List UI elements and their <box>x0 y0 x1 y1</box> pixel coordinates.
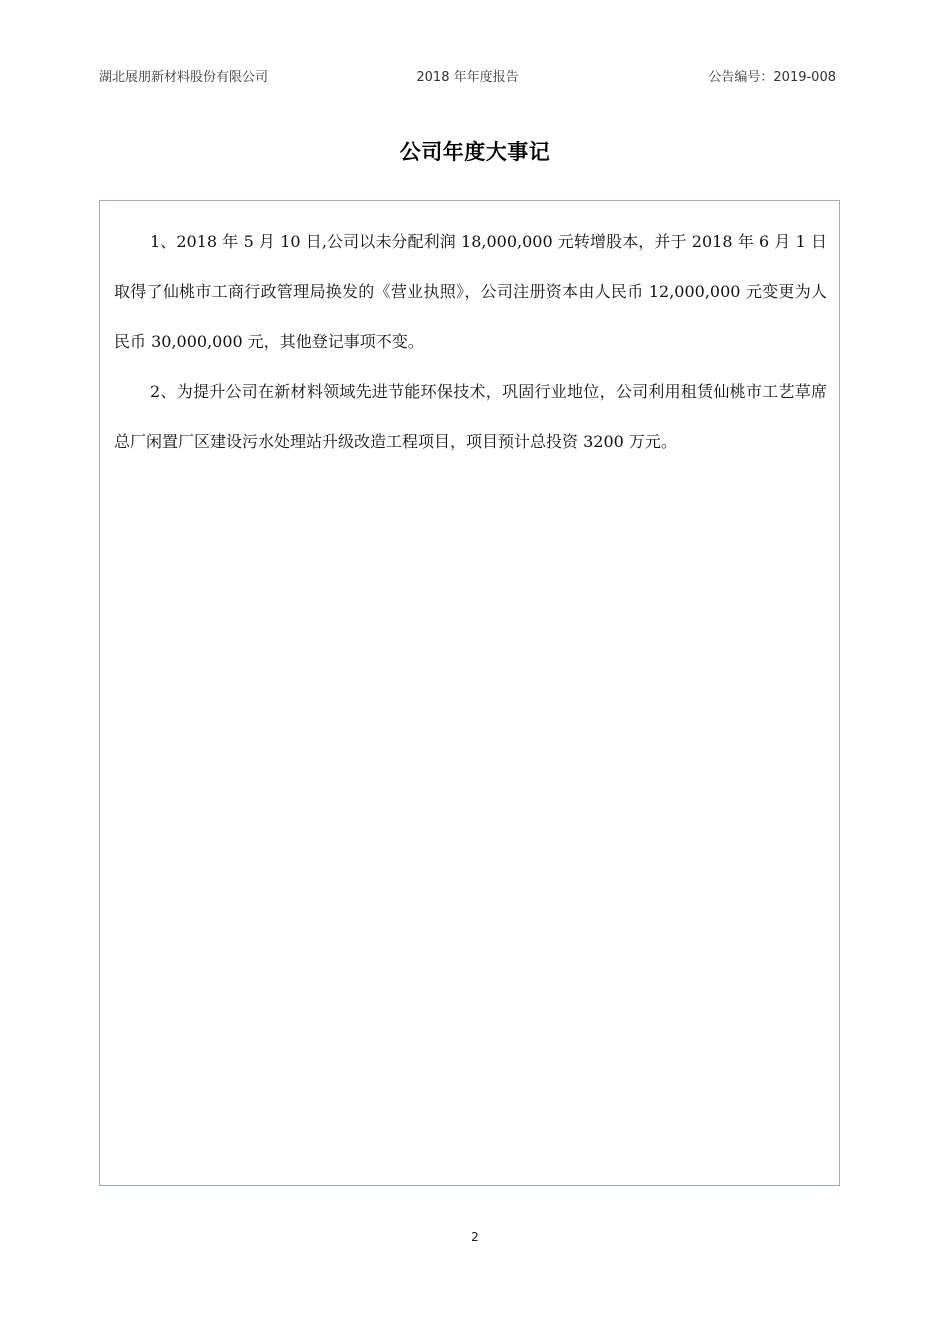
event-paragraph-2: 2、为提升公司在新材料领域先进节能环保技术，巩固行业地位，公司利用租赁仙桃市工艺草席总厂闲置厂区建设污水处理站升级改造工程项目，项目预计总投资 3200 万元。 <box>114 382 827 451</box>
header-company-name: 湖北展朋新材料股份有限公司 <box>99 70 269 85</box>
events-content <box>114 217 827 467</box>
header-report-title: 2018 年年度报告 <box>416 70 519 85</box>
page-number: 2 <box>471 1230 479 1244</box>
page-title: 公司年度大事记 <box>399 140 551 164</box>
events-box <box>99 200 840 1186</box>
header-divider <box>99 90 842 91</box>
page-header <box>99 66 836 88</box>
event-paragraph-1: 1、2018 年 5 月 10 日,公司以未分配利润 18,000,000 元转增股本，并于 2018 年 6 月 1 日取得了仙桃市工商行政管理局换发的《营业执照》，公司注册资本由人民币 12,000,000 元变更为人民币 30,000,000 元，其他登记事项不变。 <box>114 232 827 351</box>
header-notice-number: 公告编号：2019-008 <box>708 70 836 85</box>
